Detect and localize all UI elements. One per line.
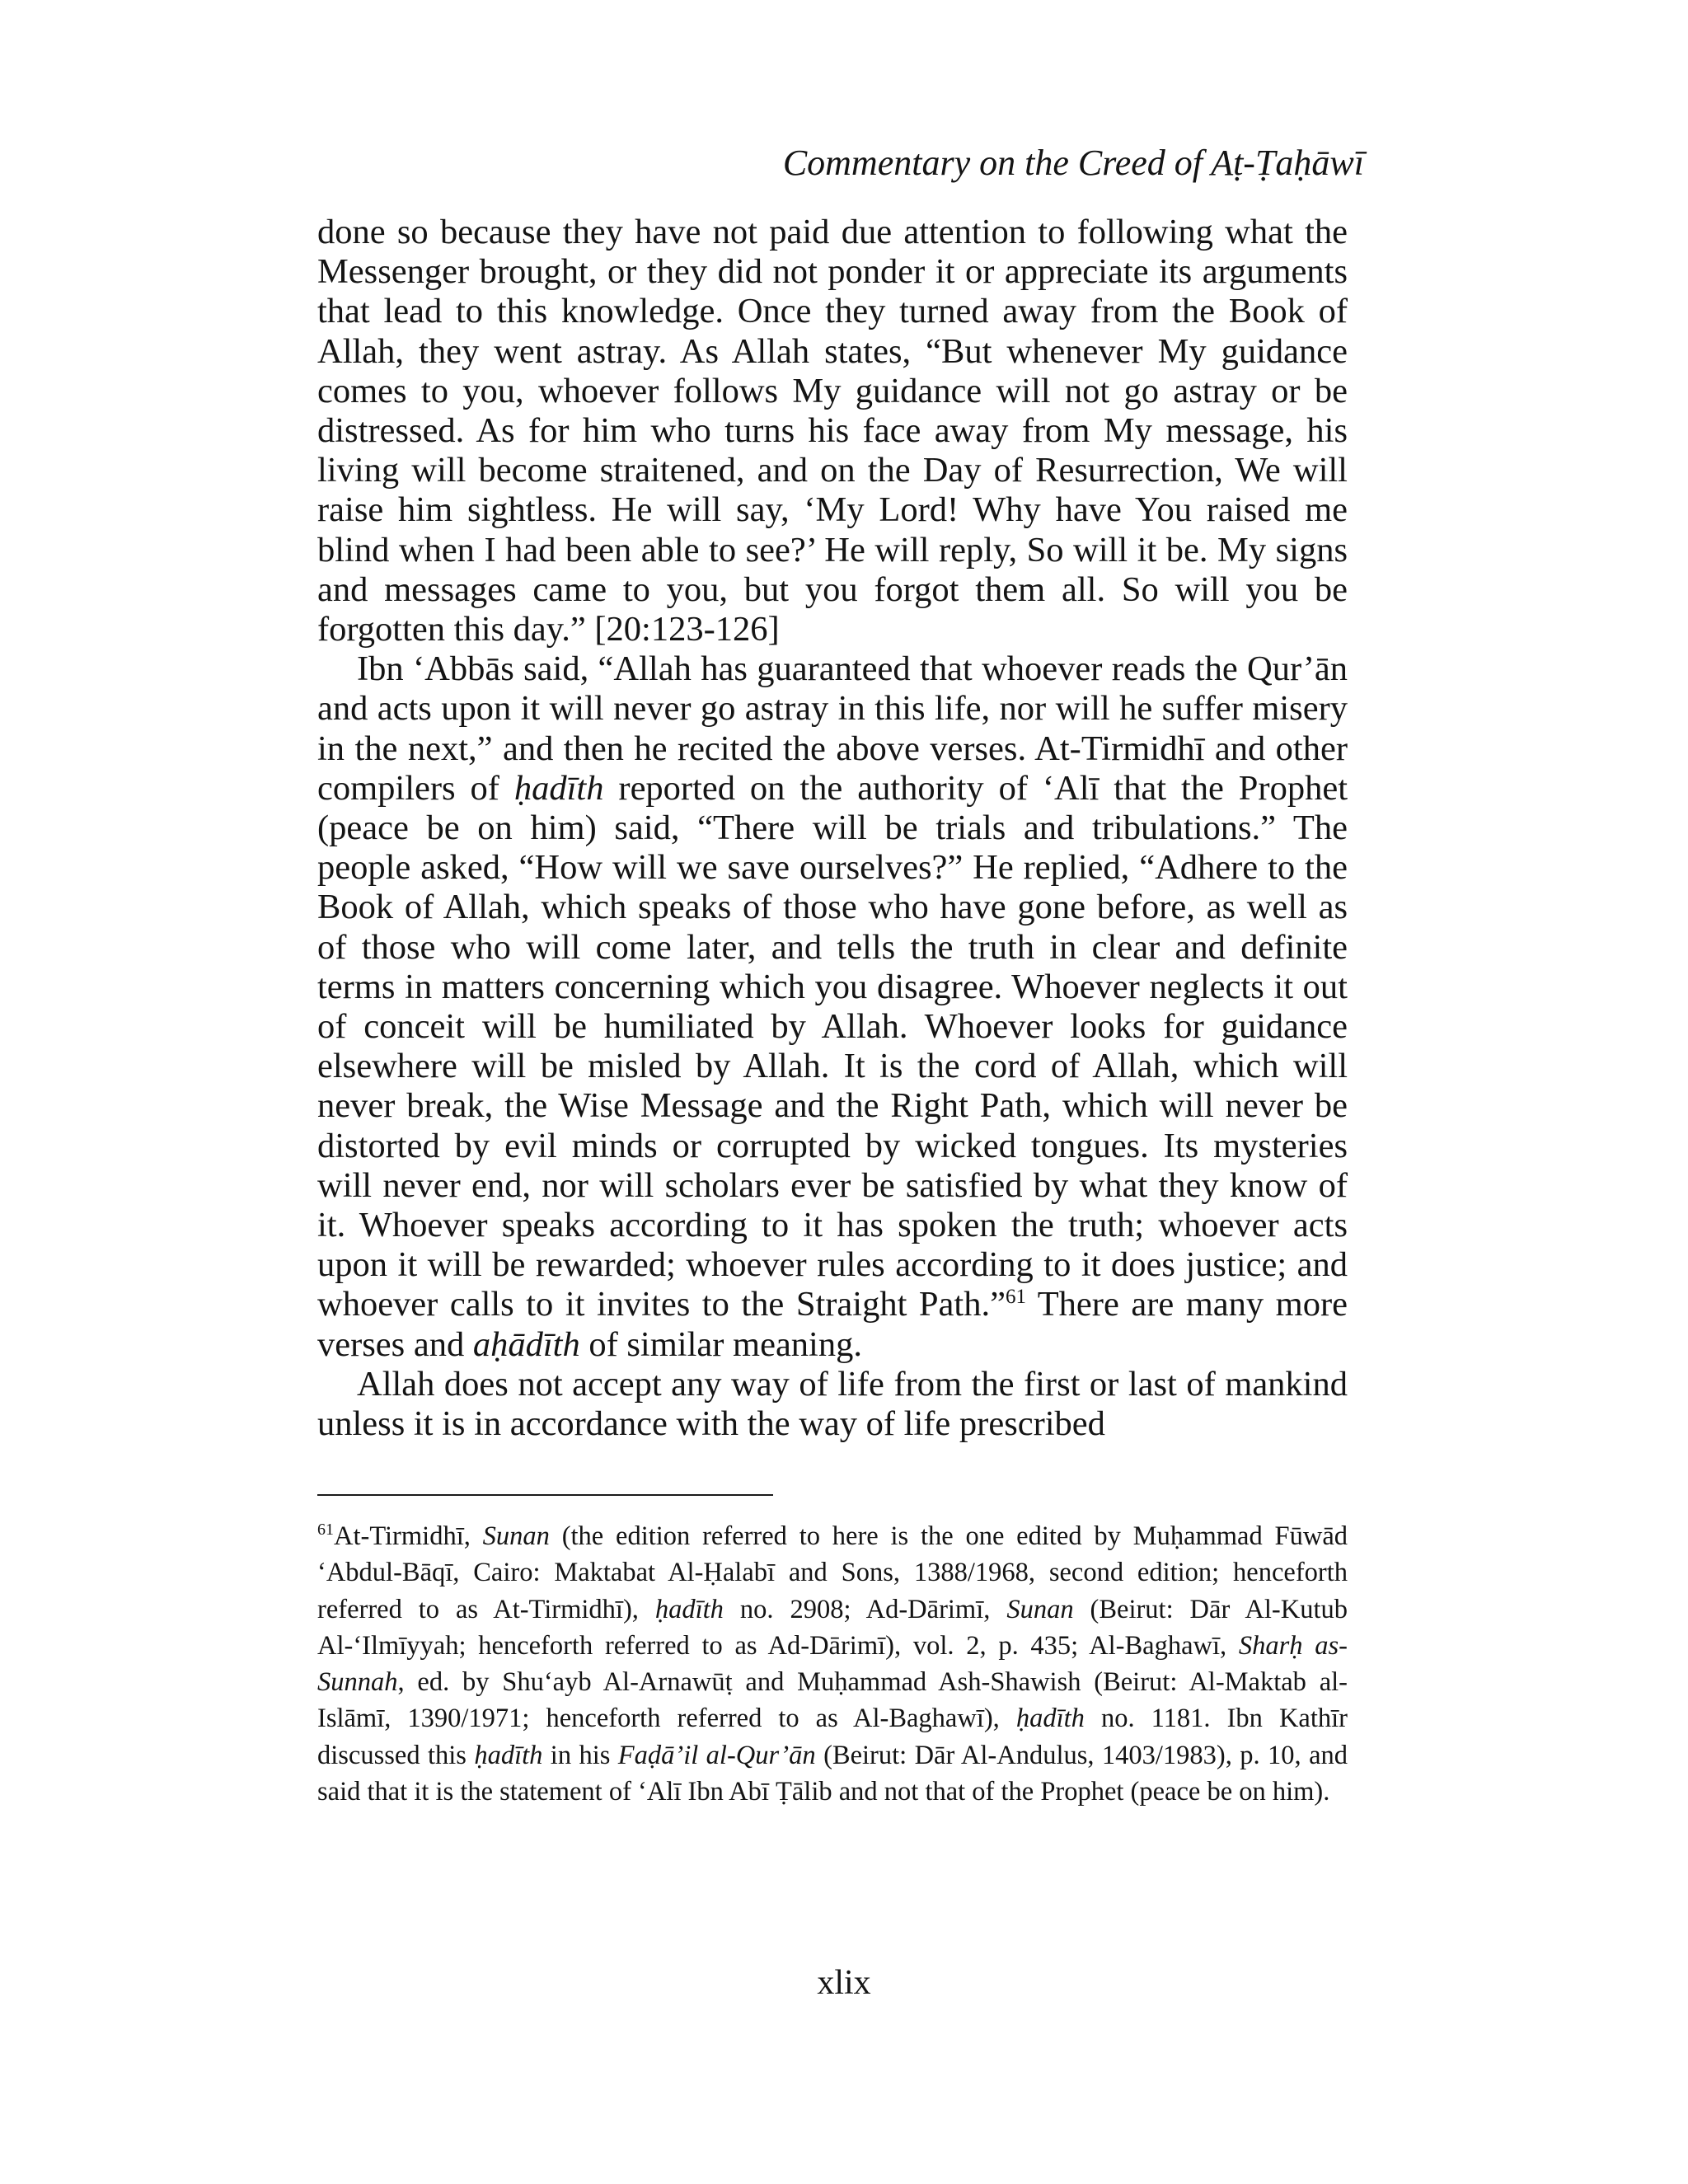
- main-text: [317, 213, 1348, 1444]
- footnote-italic-1: Sunan: [482, 1521, 550, 1551]
- paragraph-2-text-b: reported on the authority of ‘Alī that the Prophet (peace be on him) said, “There will be trials and tribulations.” The people asked, “How will we save ourselves?” He replied, “Adhere to the Book of Allah, which speaks of those who have gone before, as well as of those who will come later, and tells the truth in clear and definite terms in matters concerning which you disagree. Whoever neglects it out of conceit will be humiliated by Allah. Whoever looks for guidance elsewhere will be misled by Allah. It is the cord of Allah, which will never break, the Wise Message and the Right Path, which will never be distorted by evil minds or corrupted by wicked tongues. Its mysteries will never end, nor will scholars ever be satisfied by what they know of it. Whoever speaks according to it has spoken the truth; whoever acts upon it will be rewarded; whoever rules according to it does justice; and whoever calls to it invites to the Straight Path.”: [317, 768, 1348, 1324]
- footnote-text-8: (Beirut: Dār Al-Andulus, 1403/1983), p. 10, and said that it is the statement of ‘Alī Ibn Abī Ṭālib and not that of the Prophet (peace be on him).: [317, 1740, 1348, 1807]
- footnote-text-4: (Beirut: Dār Al-Kutub Al-‘Ilmīyyah; henceforth referred to as Ad-Dārimī), vol. 2, p. 435; Al-Baghawī,: [317, 1594, 1348, 1661]
- footnote-text-7: in his: [542, 1740, 618, 1770]
- paragraph-3: Allah does not accept any way of life from the first or last of mankind unless it is in accordance with the way of life prescribed: [317, 1364, 1348, 1444]
- footnote-reference: 61: [1005, 1286, 1026, 1309]
- paragraph-1: done so because they have not paid due attention to following what the Messenger brought, or they did not ponder it or appreciate its arguments that lead to this knowledge. Once they turned away from the Book of Allah, they went astray. As Allah states, “But whenever My guidance comes to you, whoever follows My guidance will not go astray or be distressed. As for him who turns his face away from My message, his living will become straitened, and on the Day of Resurrection, We will raise him sightless. He will say, ‘My Lord! Why have You raised me blind when I had been able to see?’ He will reply, So will it be. My signs and messages came to you, but you forgot them all. So will you be forgotten this day.” [20:123-126]: [317, 213, 1348, 649]
- footnote-text-3: no. 2908; Ad-Dārimī,: [723, 1594, 1007, 1624]
- page-number: xlix: [817, 1964, 871, 2002]
- footnote-italic-3: Sunan: [1006, 1594, 1074, 1624]
- footnote-italic-5: ḥadīth: [1015, 1704, 1085, 1734]
- paragraph-2-text-c: There are many more verses and: [317, 1285, 1348, 1364]
- footnote-text-2: (the edition referred to here is the one edited by Muḥammad Fūwād ‘Abdul-Bāqī, Cairo: Maktabat Al-Ḥalabī and Sons, 1388/1968, second edition; henceforth referred to as At-Tirmidhī),: [317, 1521, 1348, 1624]
- paragraph-2-text-a: Ibn ‘Abbās said, “Allah has guaranteed that whoever reads the Qur’ān and acts upon it will never go astray in this life, nor will he suffer misery in the next,” and then he recited the above verses. At-Tirmidhī and other compilers of: [317, 649, 1348, 808]
- running-head-title: Commentary on the Creed of Aṭ-Ṭaḥāwī: [782, 143, 1364, 183]
- term-hadith: ḥadīth: [513, 768, 604, 808]
- footnote-text-5: , ed. by Shu‘ayb Al-Arnawūṭ and Muḥammad Ash-Shawish (Beirut: Al-Maktab al-Islāmī, 1390/1971; henceforth referred to as Al-Baghawī),: [317, 1667, 1348, 1734]
- footnote-separator: [317, 1494, 773, 1496]
- footnote-italic-6: ḥadīth: [474, 1740, 543, 1770]
- footnote-italic-2: ḥadīth: [654, 1594, 724, 1624]
- footnote-text-1: At-Tirmidhī,: [334, 1521, 483, 1551]
- paragraph-2: [317, 649, 1348, 1365]
- footnote-italic-4: Sharḥ as-Sunnah: [317, 1630, 1348, 1698]
- footnote-italic-7: Faḍā’il al-Qur’ān: [617, 1740, 816, 1770]
- footnote-text-6: no. 1181. Ibn Kathīr discussed this: [317, 1704, 1348, 1770]
- term-ahadith: aḥādīth: [472, 1324, 580, 1364]
- paragraph-2-text-d: of similar meaning.: [579, 1324, 862, 1364]
- footnote-61: [317, 1518, 1348, 1810]
- footnote-marker: 61: [317, 1521, 334, 1540]
